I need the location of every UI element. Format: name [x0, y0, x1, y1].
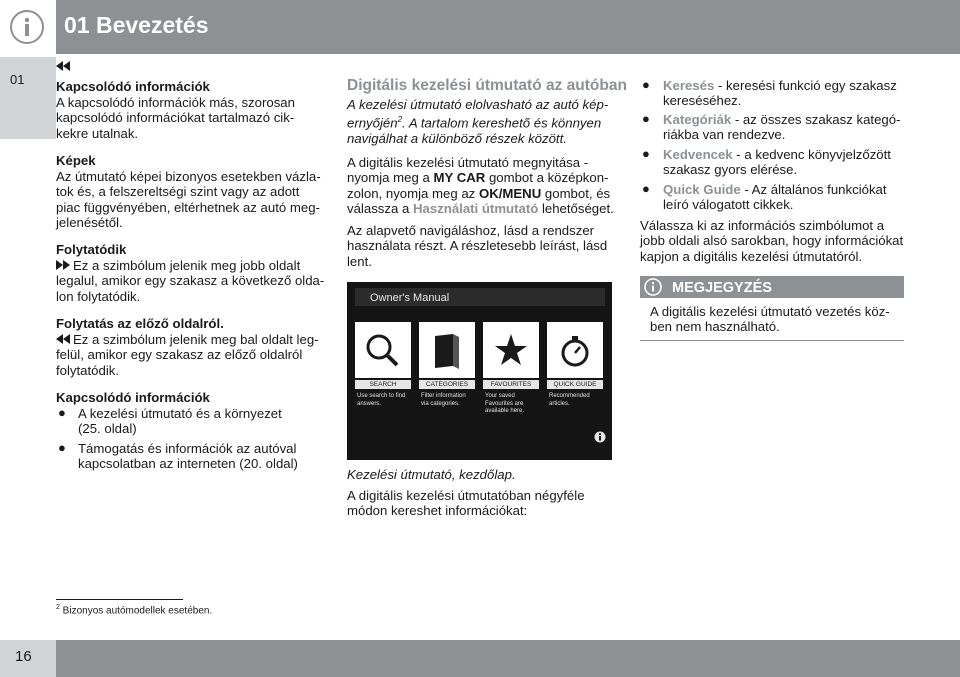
bullet-dot: ● [642, 146, 650, 161]
search-tile[interactable] [355, 322, 411, 378]
continued-heading: Folytatás az előző oldalról. [56, 316, 224, 331]
related-info-heading-2: Kapcsolódó információk [56, 390, 210, 405]
quick-guide-item: Quick Guide - Az általános funkciókat leíró válogatott cikkek. [663, 182, 887, 213]
bullet-dot: ● [58, 405, 66, 420]
footnote: $^2$ Bizonyos autómodellek esetében. [56, 604, 213, 617]
chapter-tab-number: 01 [10, 72, 25, 87]
note-text: A digitális kezelési útmutató vezetés köz- ben nem használható. [650, 304, 890, 335]
quick-guide-tile[interactable] [547, 322, 603, 378]
info-icon [0, 0, 56, 54]
note-title: MEGJEGYZÉS [672, 280, 772, 296]
info-symbol-text: Válassza ki az információs szimbólumot a jobb oldali alsó sarokban, hogy információkat kapjon a digitális kezelési útmutatóról. [640, 218, 904, 264]
figure-caption: Kezelési útmutató, kezdőlap. [347, 467, 516, 482]
note-bottom-rule [640, 340, 904, 341]
footnote-rule [56, 599, 183, 600]
continued-text: Ez a szimbólum jelenik meg bal oldalt leg- felül, amikor egy szakasz az előző oldalról folytatódik. [56, 332, 319, 378]
continued-from-previous-icon [56, 61, 72, 71]
navigation-text: Az alapvető navigáláshoz, lásd a rendszer használata részt. A részletesebb leírást, lásd lent. [347, 223, 608, 269]
search-label: SEARCH [369, 381, 397, 388]
star-icon [483, 322, 539, 378]
quick-guide-description: Recommended articles. [549, 393, 590, 407]
digital-manual-heading: Digitális kezelési útmutató az autóban [347, 77, 627, 94]
related-info-text: A kapcsolódó információk más, szorosan kapcsolódó információkat tartalmazó cik- kekre utalnak. [56, 95, 295, 141]
images-heading: Képek [56, 153, 96, 168]
quick-guide-label: QUICK GUIDE [553, 381, 597, 388]
search-description: Use search to find answers. [357, 393, 406, 407]
bullet-dot: ● [642, 111, 650, 126]
header-icon-box [0, 0, 56, 54]
favourites-description: Your saved Favourites are available here. [485, 393, 525, 414]
continues-text: Ez a szimbólum jelenik meg jobb oldalt legalul, amikor egy szakasz a következő olda- lon folytatódik. [56, 258, 325, 304]
search-item: Keresés - keresési funkció egy szakasz kereséséhez. [663, 78, 897, 109]
book-icon [419, 322, 475, 378]
related-link-1[interactable]: A kezelési útmutató és a környezet (25. oldal) [78, 406, 282, 437]
categories-label: CATEGORIES [425, 381, 469, 388]
chapter-side-tab[interactable] [0, 57, 56, 139]
page-footer [0, 640, 960, 677]
categories-tile[interactable] [419, 322, 475, 378]
categories-item: Kategóriák - az összes szakasz kategó- riákba van rendezve. [663, 112, 901, 143]
screen-title: Owner's Manual [370, 292, 450, 304]
bullet-dot: ● [58, 440, 66, 455]
continues-heading: Folytatódik [56, 242, 127, 257]
related-info-heading: Kapcsolódó információk [56, 79, 210, 94]
favourites-label: FAVOURITES [490, 381, 532, 388]
favourites-item: Kedvencek - a kedvenc könyvjelzőzött szakasz gyors elérése. [663, 147, 891, 178]
categories-description: Filter information via categories. [421, 393, 466, 407]
stopwatch-icon [547, 322, 603, 378]
screen-info-icon[interactable] [594, 431, 606, 443]
chapter-title: 01 Bevezetés [64, 12, 209, 38]
note-info-icon [642, 277, 664, 297]
digital-manual-intro: A kezelési útmutató elolvasható az autó kép- ernyőjén$^2$. A tartalom kereshető és könnyen navigálhat a különböző részek között. [347, 97, 609, 147]
favourites-tile[interactable] [483, 322, 539, 378]
bullet-dot: ● [642, 181, 650, 196]
page-number: 16 [15, 648, 32, 665]
magnifier-icon [355, 322, 411, 378]
search-ways-text: A digitális kezelési útmutatóban négyféle módon kereshet információkat: [347, 488, 585, 519]
bullet-dot: ● [642, 77, 650, 92]
open-manual-text: A digitális kezelési útmutató megnyitása - nyomja meg a MY CAR gombot a középkon- zolon, nyomja meg az OK/MENU gombot, és válassza a Használati útmutató lehetőséget. [347, 155, 614, 217]
images-text: Az útmutató képei bizonyos esetekben vázla- tok és, a felszereltségi szint vagy az adott piac függvényében, eltérhetnek az autó meg- jelenésétől. [56, 169, 321, 231]
related-link-2[interactable]: Támogatás és információk az autóval kapcsolatban az interneten (20. oldal) [78, 441, 298, 472]
